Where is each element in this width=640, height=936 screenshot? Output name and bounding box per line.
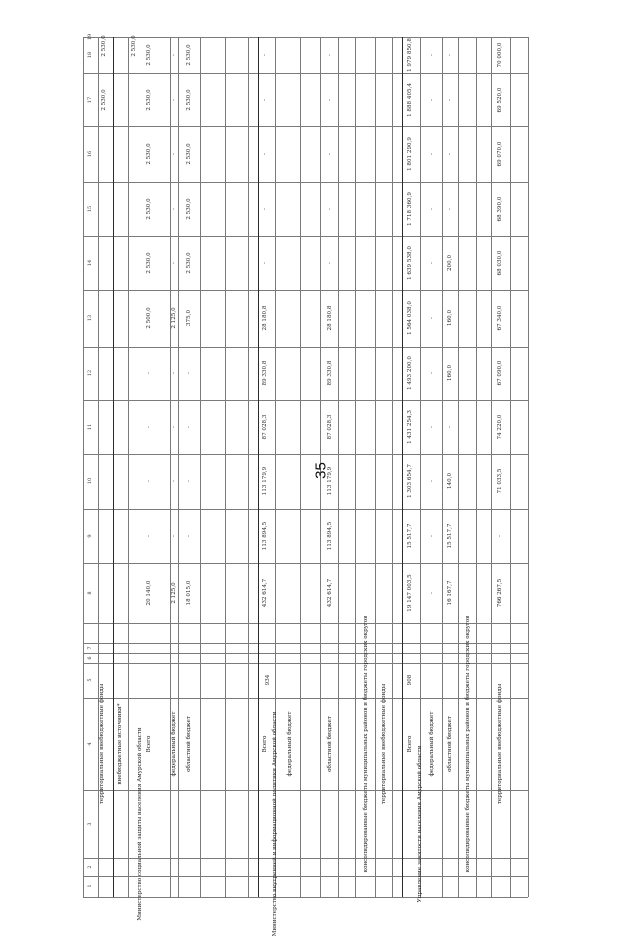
cell-value: 15 517,7: [447, 523, 453, 549]
cell-value: -: [171, 262, 177, 264]
cell-value: 375,0: [186, 309, 192, 327]
cell-value: -: [186, 535, 192, 537]
cell-value: -: [429, 54, 435, 56]
source-label: территориальные внебюджетные фонды: [497, 683, 503, 805]
section-divider: [402, 37, 403, 897]
source-label: Всего: [407, 735, 413, 753]
source-label: федеральный бюджет: [429, 711, 435, 777]
row-divider: [375, 37, 376, 897]
column-divider: [83, 126, 528, 127]
cell-value: -: [327, 262, 333, 264]
agency-name: Министерство социальной защиты населения Амурской области: [137, 727, 143, 921]
column-divider: [83, 37, 528, 38]
column-number: 19: [87, 33, 93, 41]
cell-value: 2 500,0: [146, 307, 152, 329]
cell-value: 2 530,0: [146, 89, 152, 111]
cell-value: 69 070,0: [497, 141, 503, 167]
cell-value: -: [447, 208, 453, 210]
agency-name: Министерство внутренней и информационной политики Амурской области: [272, 711, 278, 936]
cell-value: 1 888 405,4: [407, 83, 413, 117]
column-divider: [83, 663, 528, 664]
cell-value: -: [262, 262, 268, 264]
column-divider: [83, 897, 528, 898]
cell-value: -: [429, 208, 435, 210]
column-number: 18: [87, 51, 93, 59]
cell-value: -: [327, 99, 333, 101]
cell-value: -: [171, 153, 177, 155]
cell-value: -: [327, 208, 333, 210]
cell-value: 160,0: [447, 364, 453, 382]
cell-value: 70 000,0: [497, 42, 503, 68]
column-divider: [83, 790, 528, 791]
agency-code: 908: [407, 674, 413, 686]
cell-value: 19 147 003,5: [407, 574, 413, 612]
column-number: 14: [87, 259, 93, 267]
row-divider: [355, 37, 356, 897]
cell-value: 1 801 290,9: [407, 137, 413, 171]
column-divider: [83, 290, 528, 291]
column-divider: [83, 876, 528, 877]
cell-value: -: [262, 99, 268, 101]
column-divider: [83, 509, 528, 510]
cell-value: -: [146, 426, 152, 428]
column-number: 1: [87, 884, 93, 888]
cell-value: -: [171, 480, 177, 482]
cell-value: -: [447, 426, 453, 428]
cell-value: -: [429, 535, 435, 537]
column-divider: [83, 623, 528, 624]
cell-value: -: [429, 426, 435, 428]
cell-value: -: [186, 372, 192, 374]
cell-value: -: [171, 535, 177, 537]
cell-value: 89 330,8: [327, 360, 333, 386]
row-divider: [200, 37, 201, 897]
cell-value: 16 167,7: [447, 580, 453, 606]
cell-value: 67 340,0: [497, 305, 503, 331]
source-label: областной бюджет: [327, 716, 333, 772]
source-label: территориальные внебюджетные фонды: [99, 683, 105, 805]
column-number: 11: [87, 423, 93, 431]
column-divider: [83, 73, 528, 74]
row-divider: [83, 37, 84, 897]
cell-value: -: [171, 208, 177, 210]
column-number: 7: [87, 646, 93, 650]
cell-value: 71 033,5: [497, 468, 503, 494]
agency-code: 934: [265, 674, 271, 686]
cell-value: -: [429, 153, 435, 155]
column-number: 12: [87, 369, 93, 377]
row-divider: [128, 37, 129, 897]
cell-value: -: [146, 535, 152, 537]
section-divider: [113, 37, 114, 897]
cell-value: -: [262, 54, 268, 56]
column-divider: [83, 400, 528, 401]
cell-value: 2 530,0: [101, 89, 107, 111]
cell-value: -: [262, 208, 268, 210]
cell-value: 2 125,0: [171, 582, 177, 604]
column-number: 8: [87, 591, 93, 595]
column-divider: [83, 653, 528, 654]
column-divider: [83, 698, 528, 699]
row-divider: [225, 37, 226, 897]
cell-value: 2 530,0: [146, 252, 152, 274]
row-divider: [491, 37, 492, 897]
column-number: 5: [87, 678, 93, 682]
cell-value: -: [171, 99, 177, 101]
cell-value: 140,0: [447, 472, 453, 490]
source-label: внебюджетные источники*: [117, 703, 123, 785]
cell-value: -: [429, 592, 435, 594]
cell-value: -: [186, 480, 192, 482]
cell-value: 2 530,0: [131, 35, 137, 57]
section-divider: [258, 37, 259, 897]
cell-value: 1 639 538,0: [407, 246, 413, 280]
cell-value: 68 390,0: [497, 196, 503, 222]
source-label: территориальные внебюджетные фонды: [381, 683, 387, 805]
column-divider: [83, 347, 528, 348]
cell-value: 2 530,0: [186, 89, 192, 111]
cell-value: 2 530,0: [146, 143, 152, 165]
row-divider: [510, 37, 511, 897]
column-number: 3: [87, 822, 93, 826]
column-divider: [83, 236, 528, 237]
source-label: федеральный бюджет: [171, 711, 177, 777]
cell-value: 2 530,0: [186, 198, 192, 220]
source-label: Всего: [146, 735, 152, 753]
cell-value: 2 125,0: [171, 307, 177, 329]
cell-value: -: [171, 54, 177, 56]
cell-value: 67 090,0: [497, 360, 503, 386]
column-number: 15: [87, 205, 93, 213]
row-divider: [528, 37, 529, 897]
cell-value: 1 979 850,8: [407, 38, 413, 72]
cell-value: 2 530,0: [146, 44, 152, 66]
row-divider: [392, 37, 393, 897]
cell-value: -: [327, 153, 333, 155]
row-divider: [300, 37, 301, 897]
column-number: 16: [87, 150, 93, 158]
row-divider: [248, 37, 249, 897]
column-number: 9: [87, 534, 93, 538]
page-number: 35: [312, 462, 330, 479]
cell-value: 766 267,5: [497, 578, 503, 608]
cell-value: 28 180,8: [327, 305, 333, 331]
source-label: консолидированные бюджеты муниципальных районов и бюджеты городских округов: [465, 615, 471, 873]
row-divider: [178, 37, 179, 897]
column-divider: [83, 454, 528, 455]
cell-value: 1 303 654,7: [407, 464, 413, 498]
cell-value: -: [262, 153, 268, 155]
cell-value: 113 179,9: [262, 466, 268, 496]
source-label: Всего: [262, 735, 268, 753]
cell-value: 1 431 254,3: [407, 410, 413, 444]
cell-value: 432 614,7: [262, 578, 268, 608]
cell-value: 87 028,3: [262, 414, 268, 440]
cell-value: -: [447, 153, 453, 155]
cell-value: 69 520,0: [497, 87, 503, 113]
cell-value: 74 220,0: [497, 414, 503, 440]
cell-value: -: [429, 480, 435, 482]
cell-value: -: [429, 262, 435, 264]
source-label: областной бюджет: [447, 716, 453, 772]
cell-value: -: [146, 480, 152, 482]
column-divider: [83, 563, 528, 564]
cell-value: 2 530,0: [146, 198, 152, 220]
column-number: 4: [87, 742, 93, 746]
cell-value: -: [429, 99, 435, 101]
column-number: 13: [87, 314, 93, 322]
row-divider: [458, 37, 459, 897]
cell-value: 1 564 038,0: [407, 301, 413, 335]
column-divider: [83, 643, 528, 644]
source-label: областной бюджет: [186, 716, 192, 772]
row-divider: [442, 37, 443, 897]
cell-value: 28 180,8: [262, 305, 268, 331]
column-divider: [83, 182, 528, 183]
column-number: 6: [87, 656, 93, 660]
cell-value: 87 028,3: [327, 414, 333, 440]
column-number: 10: [87, 477, 93, 485]
cell-value: 1 493 200,0: [407, 356, 413, 390]
cell-value: -: [186, 426, 192, 428]
column-number: 17: [87, 96, 93, 104]
cell-value: -: [429, 372, 435, 374]
row-divider: [476, 37, 477, 897]
cell-value: -: [447, 54, 453, 56]
cell-value: -: [429, 317, 435, 319]
cell-value: 160,0: [447, 309, 453, 327]
cell-value: 18 015,0: [186, 580, 192, 606]
cell-value: 1 718 360,9: [407, 192, 413, 226]
cell-value: 2 530,0: [186, 252, 192, 274]
cell-value: -: [171, 372, 177, 374]
cell-value: 432 614,7: [327, 578, 333, 608]
cell-value: 20 140,0: [146, 580, 152, 606]
cell-value: 2 530,0: [186, 143, 192, 165]
cell-value: 89 330,8: [262, 360, 268, 386]
row-divider: [338, 37, 339, 897]
source-label: федеральный бюджет: [287, 711, 293, 777]
cell-value: 68 030,0: [497, 250, 503, 276]
cell-value: 113 894,5: [327, 521, 333, 551]
cell-value: -: [327, 54, 333, 56]
cell-value: 2 530,0: [186, 44, 192, 66]
agency-name: Управление занятости населения Амурской области: [417, 745, 423, 903]
cell-value: 15 517,7: [407, 523, 413, 549]
cell-value: 113 894,5: [262, 521, 268, 551]
column-divider: [83, 858, 528, 859]
cell-value: -: [171, 426, 177, 428]
cell-value: -: [497, 535, 503, 537]
cell-value: 113 179,9: [327, 466, 333, 496]
column-number: 2: [87, 865, 93, 869]
cell-value: 2 530,0: [101, 35, 107, 57]
cell-value: 200,0: [447, 254, 453, 272]
cell-value: -: [447, 99, 453, 101]
cell-value: -: [146, 372, 152, 374]
source-label: консолидированные бюджеты муниципальных районов и бюджеты городских округов: [363, 615, 369, 873]
